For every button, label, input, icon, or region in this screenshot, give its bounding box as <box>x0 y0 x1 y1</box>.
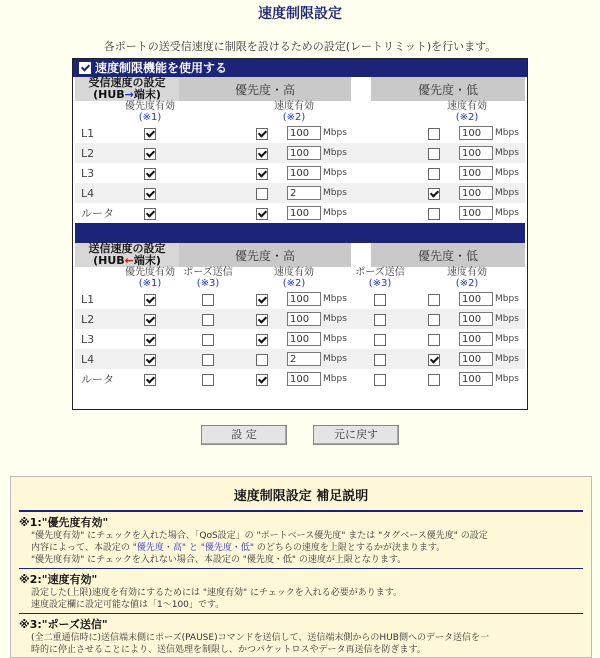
receive-row <box>75 163 525 183</box>
send-high-pause-col: ポーズ送信 (※3) <box>183 267 233 289</box>
high-speed-input[interactable]: 100 <box>287 312 321 326</box>
port-label: L1 <box>81 292 95 306</box>
note3-body: (全二重通信時に)送信端末側にポーズ(PAUSE)コマンドを送信して、送信端末側からのHUB側へのデータ送信を一 時的に停止させることにより、送信処理を制限し、かつパケットロスやデータ再送信を防ぎます。 <box>31 633 489 655</box>
send-arrow: ← <box>124 254 134 267</box>
unit-label: Mbps <box>495 334 519 344</box>
port-label: ルータ <box>81 207 114 220</box>
low-speed-input[interactable]: 100 <box>459 206 493 220</box>
prio-enable-checkbox[interactable] <box>144 128 156 140</box>
send-row <box>75 289 525 309</box>
prio-enable-checkbox[interactable] <box>144 208 156 220</box>
receive-section-title: 受信速度の設定 (HUB→端末) <box>75 77 179 101</box>
unit-label: Mbps <box>323 128 347 138</box>
low-pause-checkbox[interactable] <box>374 354 386 366</box>
low-speed-input[interactable]: 100 <box>459 292 493 306</box>
prio-enable-checkbox[interactable] <box>144 294 156 306</box>
unit-label: Mbps <box>323 314 347 324</box>
enable-rate-limit-header <box>73 59 527 77</box>
send-section-title: 送信速度の設定 (HUB←端末) <box>75 243 179 267</box>
low-speed-input[interactable]: 100 <box>459 186 493 200</box>
send-prio-low-header: 優先度・低 <box>371 243 525 267</box>
low-speed-enable-checkbox[interactable] <box>428 148 440 160</box>
low-speed-input[interactable]: 100 <box>459 372 493 386</box>
prio-enable-checkbox[interactable] <box>144 168 156 180</box>
send-low-pause-col: ポーズ送信 (※3) <box>355 267 405 289</box>
prio-enable-checkbox[interactable] <box>144 374 156 386</box>
unit-label: Mbps <box>495 374 519 384</box>
prio-enable-checkbox[interactable] <box>144 354 156 366</box>
low-speed-enable-checkbox[interactable] <box>428 168 440 180</box>
low-speed-input[interactable]: 100 <box>459 352 493 366</box>
unit-label: Mbps <box>495 294 519 304</box>
send-row <box>75 369 525 389</box>
receive-row <box>75 123 525 143</box>
low-speed-input[interactable]: 100 <box>459 166 493 180</box>
unit-label: Mbps <box>495 188 519 198</box>
low-speed-input[interactable]: 100 <box>459 126 493 140</box>
prio-enable-checkbox[interactable] <box>144 314 156 326</box>
send-prio-enable-col: 優先度有効 (※1) <box>125 267 175 289</box>
note1-title: ※1:"優先度有効" <box>19 516 109 529</box>
high-speed-input[interactable]: 100 <box>287 206 321 220</box>
low-pause-checkbox[interactable] <box>374 314 386 326</box>
low-pause-checkbox[interactable] <box>374 334 386 346</box>
receive-prio-high-header: 優先度・高 <box>179 77 351 101</box>
prio-enable-checkbox[interactable] <box>144 148 156 160</box>
low-pause-checkbox[interactable] <box>374 374 386 386</box>
high-pause-checkbox[interactable] <box>202 354 214 366</box>
high-speed-input[interactable]: 100 <box>287 126 321 140</box>
page-title: 速度制限設定 <box>258 6 342 22</box>
supplement-panel <box>10 476 592 658</box>
port-label: ルータ <box>81 373 114 386</box>
low-pause-checkbox[interactable] <box>374 294 386 306</box>
send-table <box>75 243 525 389</box>
port-label: L2 <box>75 143 121 163</box>
send-row <box>75 329 525 349</box>
low-speed-input[interactable]: 100 <box>459 332 493 346</box>
send-high-speed-col: 速度有効 (※2) <box>274 267 314 289</box>
low-speed-enable-checkbox[interactable] <box>428 374 440 386</box>
receive-prio-low-header: 優先度・低 <box>371 77 525 101</box>
send-prio-high-header: 優先度・高 <box>179 243 351 267</box>
receive-high-speed-col: 速度有効 (※2) <box>274 101 314 123</box>
unit-label: Mbps <box>495 314 519 324</box>
high-speed-input[interactable]: 2 <box>287 186 321 200</box>
low-speed-input[interactable]: 100 <box>459 146 493 160</box>
apply-button[interactable]: 設 定 <box>201 425 287 445</box>
unit-label: Mbps <box>323 208 347 218</box>
high-speed-input[interactable]: 100 <box>287 146 321 160</box>
low-speed-enable-checkbox[interactable] <box>428 128 440 140</box>
unit-label: Mbps <box>323 334 347 344</box>
low-speed-enable-checkbox[interactable] <box>428 188 440 200</box>
high-speed-enable-checkbox[interactable] <box>256 188 268 200</box>
high-pause-checkbox[interactable] <box>202 314 214 326</box>
unit-label: Mbps <box>495 128 519 138</box>
unit-label: Mbps <box>495 208 519 218</box>
unit-label: Mbps <box>323 148 347 158</box>
high-speed-enable-checkbox[interactable] <box>256 168 268 180</box>
receive-row <box>75 143 525 163</box>
high-speed-enable-checkbox[interactable] <box>256 128 268 140</box>
high-speed-input[interactable]: 100 <box>287 166 321 180</box>
low-speed-enable-checkbox[interactable] <box>428 294 440 306</box>
high-pause-checkbox[interactable] <box>202 374 214 386</box>
port-label: L1 <box>81 126 95 140</box>
note2-title: ※2:"速度有効" <box>19 573 98 586</box>
page-description: 各ポートの送受信速度に制限を設けるための設定(レートリミット)を行います。 <box>103 40 497 53</box>
unit-label: Mbps <box>323 188 347 198</box>
receive-low-speed-col: 速度有効 (※2) <box>447 101 488 123</box>
prio-enable-checkbox[interactable] <box>144 188 156 200</box>
rate-limit-panel <box>72 58 528 410</box>
unit-label: Mbps <box>495 148 519 158</box>
high-speed-enable-checkbox[interactable] <box>256 314 268 326</box>
send-row <box>75 349 525 369</box>
unit-label: Mbps <box>323 294 347 304</box>
unit-label: Mbps <box>323 374 347 384</box>
note1-body: "優先度有効" にチェックを入れた場合、「QoS設定」の "ポートベース優先度" または "タグベース優先度" の設定 内容によって、本設定の "優先度・高" と "優先度・低" のどちらの速度を上限とするかが決まります。 "優先度有効" にチェックを入れない場合、本設定の "優先度・低" の速度が上限となります。 <box>31 531 488 565</box>
send-row <box>75 309 525 329</box>
port-label: L4 <box>75 349 121 369</box>
send-low-speed-col: 速度有効 (※2) <box>447 267 488 289</box>
high-speed-input[interactable]: 2 <box>287 352 321 366</box>
high-speed-enable-checkbox[interactable] <box>256 374 268 386</box>
note3-title: ※3:"ポーズ送信" <box>19 618 108 631</box>
low-speed-enable-checkbox[interactable] <box>428 354 440 366</box>
receive-row <box>75 203 525 223</box>
port-label: L3 <box>81 166 95 180</box>
port-label: L4 <box>75 183 121 203</box>
revert-button[interactable]: 元に戻す <box>313 425 399 445</box>
high-speed-input[interactable]: 100 <box>287 372 321 386</box>
low-speed-enable-checkbox[interactable] <box>428 334 440 346</box>
low-speed-enable-checkbox[interactable] <box>428 208 440 220</box>
enable-rate-limit-checkbox[interactable] <box>79 62 91 74</box>
port-label: L3 <box>81 332 95 346</box>
high-speed-enable-checkbox[interactable] <box>256 208 268 220</box>
high-pause-checkbox[interactable] <box>202 294 214 306</box>
high-speed-enable-checkbox[interactable] <box>256 294 268 306</box>
supplement-title: 速度制限設定 補足説明 <box>233 489 369 504</box>
note2-body: 設定した(上限)速度を有効にするためには "速度有効" にチェックを入れる必要があります。 速度設定欄に設定可能な値は「1～100」です。 <box>31 588 403 610</box>
unit-label: Mbps <box>495 168 519 178</box>
receive-arrow: → <box>124 88 134 101</box>
high-pause-checkbox[interactable] <box>202 334 214 346</box>
high-speed-input[interactable]: 100 <box>287 332 321 346</box>
receive-prio-enable-col: 優先度有効 (※1) <box>125 101 175 123</box>
receive-row <box>75 183 525 203</box>
high-speed-enable-checkbox[interactable] <box>256 354 268 366</box>
receive-table <box>75 77 525 243</box>
port-label: L2 <box>75 309 121 329</box>
enable-rate-limit-label: 速度制限機能を使用する <box>95 61 228 75</box>
high-speed-input[interactable]: 100 <box>287 292 321 306</box>
prio-enable-checkbox[interactable] <box>144 334 156 346</box>
low-speed-enable-checkbox[interactable] <box>428 314 440 326</box>
high-speed-enable-checkbox[interactable] <box>256 334 268 346</box>
unit-label: Mbps <box>495 354 519 364</box>
unit-label: Mbps <box>323 168 347 178</box>
low-speed-input[interactable]: 100 <box>459 312 493 326</box>
unit-label: Mbps <box>323 354 347 364</box>
high-speed-enable-checkbox[interactable] <box>256 148 268 160</box>
